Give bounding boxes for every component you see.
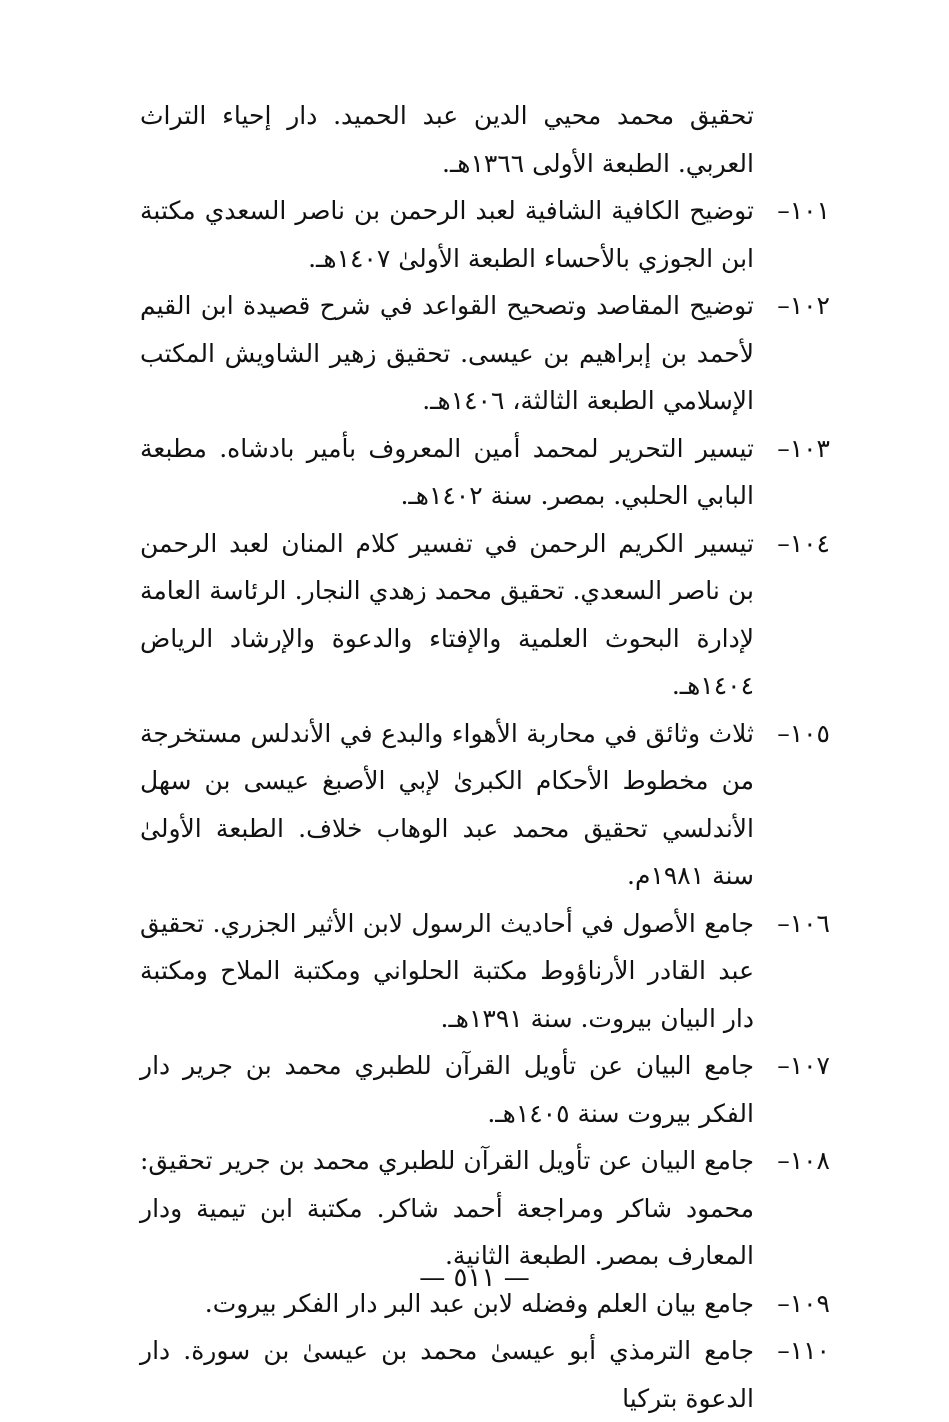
entry-text: جامع البيان عن تأويل القرآن للطبري محمد بن جرير دار الفكر بيروت سنة ١٤٠٥هـ.	[140, 1051, 754, 1128]
entry-number: ١٠٢–	[777, 291, 830, 320]
entry-text: جامع الأصول في أحاديث الرسول لابن الأثير الجزري. تحقيق عبد القادر الأرناؤوط مكتبة الحلواني ومكتبة الملاح ومكتبة دار البيان بيروت. سنة ١٣٩١هـ.	[140, 908, 754, 1033]
entry-text: جامع بيان العلم وفضله لابن عبد البر دار الفكر بيروت.	[204, 1288, 754, 1318]
entry-text: ثلاث وثائق في محاربة الأهواء والبدع في الأندلس مستخرجة من مخطوط الأحكام الكبرىٰ لإبي الأصبغ عيسى بن سهل الأندلسي تحقيق محمد عبد الوهاب خلاف. الطبعة الأولىٰ سنة ١٩٨١م.	[140, 718, 754, 890]
list-item	[140, 520, 830, 710]
entry-number: ١٠٥–	[777, 718, 830, 748]
list-item	[140, 187, 830, 282]
list-item	[140, 425, 830, 520]
entry-number: ١٠٤–	[777, 528, 830, 558]
list-item	[140, 900, 830, 1043]
entry-number: ١١٠–	[777, 1336, 830, 1365]
entry-text: جامع البيان عن تأويل القرآن للطبري محمد بن جرير تحقيق: محمود شاكر ومراجعة أحمد شاكر. مكتبة ابن تيمية ودار المعارف بمصر. الطبعة الثانية.	[140, 1146, 754, 1270]
entry-text: تيسير الكريم الرحمن في تفسير كلام المنان لعبد الرحمن بن ناصر السعدي. تحقيق محمد زهدي النجار. الرئاسة العامة لإدارة البحوث العلمية والإفتاء والدعوة والإرشاد الرياض ١٤٠٤هـ.	[140, 528, 754, 700]
bibliography-list	[140, 92, 830, 1422]
list-item	[140, 1137, 830, 1280]
entry-number: ١٠٨–	[777, 1146, 830, 1175]
entry-number: ١٠٩–	[777, 1288, 830, 1318]
list-item	[140, 1327, 830, 1422]
list-item	[140, 282, 830, 425]
entry-number: ١٠٦–	[777, 908, 830, 938]
list-item	[140, 1042, 830, 1137]
entry-text: جامع الترمذي أبو عيسىٰ محمد بن عيسىٰ بن سورة. دار الدعوة بتركيا	[140, 1336, 754, 1413]
entry-number: ١٠٧–	[777, 1051, 830, 1080]
entry-text: تيسير التحرير لمحمد أمين المعروف بأمير بادشاه. مطبعة البابي الحلبي. بمصر. سنة ١٤٠٢هـ.	[140, 433, 754, 510]
entry-text: توضيح المقاصد وتصحيح القواعد في شرح قصيدة ابن القيم لأحمد بن إبراهيم بن عيسى. تحقيق زهير الشاويش المكتب الإسلامي الطبعة الثالثة، ١٤٠٦هـ.	[140, 291, 754, 415]
entry-text: توضيح الكافية الشافية لعبد الرحمن بن ناصر السعدي مكتبة ابن الجوزي بالأحساء الطبعة الأولىٰ ١٤٠٧هـ.	[140, 196, 754, 273]
entry-number: ١٠١–	[777, 196, 830, 225]
entry-number: ١٠٣–	[777, 433, 830, 463]
list-item	[140, 710, 830, 900]
page-number: — ٥١١ —	[419, 1263, 530, 1293]
continued-entry-text: تحقيق محمد محيي الدين عبد الحميد. دار إحياء التراث العربي. الطبعة الأولى ١٣٦٦هـ.	[140, 101, 754, 178]
